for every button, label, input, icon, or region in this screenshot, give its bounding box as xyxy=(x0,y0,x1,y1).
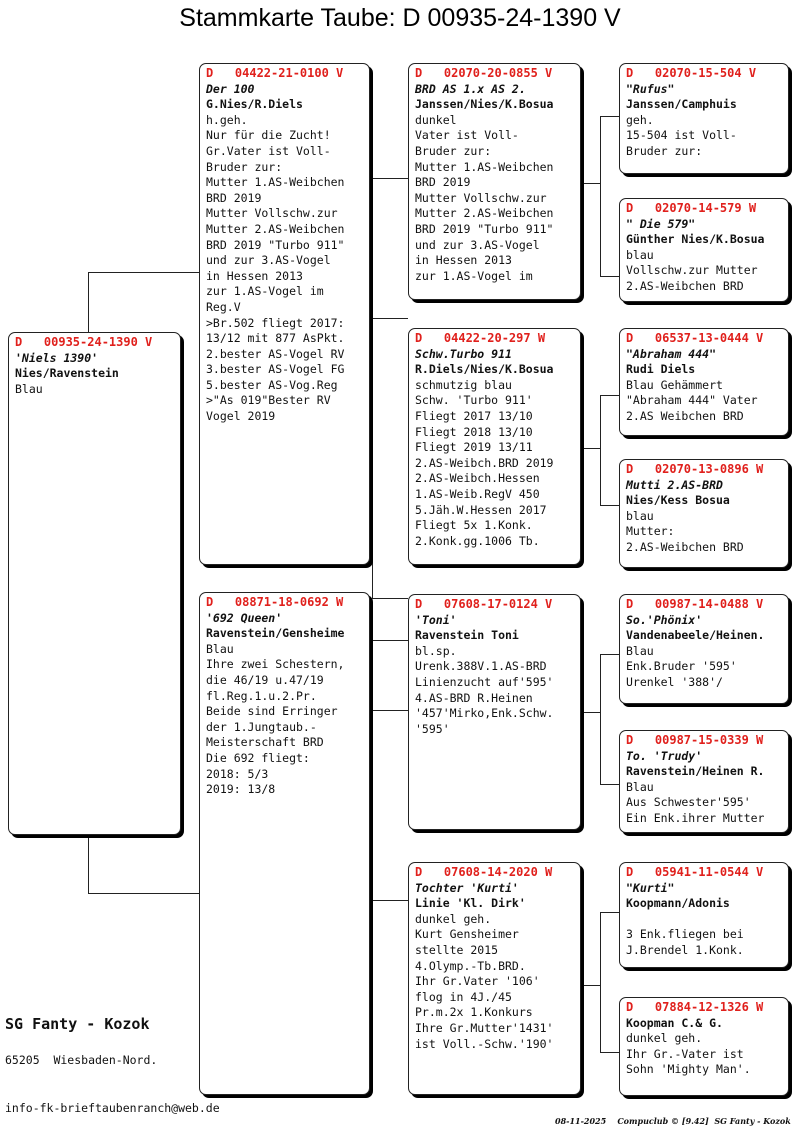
card-line: Ihr Gr.-Vater ist xyxy=(626,1046,744,1061)
ring-number: D 07608-17-0124 V xyxy=(415,597,553,611)
connector xyxy=(372,178,373,598)
card-line: fl.Reg.1.u.2.Pr. xyxy=(206,688,317,703)
breeder: Ravenstein/Gensheime xyxy=(206,626,345,641)
card-line: Nur für die Zucht! xyxy=(206,128,331,143)
connector xyxy=(88,893,200,894)
breeder: Linie 'Kl. Dirk' xyxy=(415,896,526,911)
card-line: Mutter 1.AS-Weibchen xyxy=(206,175,345,190)
card-line: Meisterschaft BRD xyxy=(206,735,324,750)
card-line: 4.Olymp.-Tb.BRD. xyxy=(415,958,526,973)
connector xyxy=(583,985,600,986)
pigeon-name: "Rufus" xyxy=(626,81,675,96)
card-line: 2.AS-Weibchen BRD xyxy=(626,539,744,554)
card-line: Fliegt 2019 13/11 xyxy=(415,440,533,455)
card-line: Mutter: xyxy=(626,524,675,539)
pigeon-card-father[interactable] xyxy=(199,63,370,565)
card-line: schmutzig blau xyxy=(415,377,512,392)
connector xyxy=(372,900,408,901)
pigeon-card-subject[interactable] xyxy=(8,332,181,835)
card-line: Blau xyxy=(626,779,654,794)
ring-number: D 07608-14-2020 W xyxy=(415,865,553,879)
card-line: 2.AS-Weibchen BRD xyxy=(626,278,744,293)
card-line: Urenkel '388'/ xyxy=(626,674,723,689)
card-line: '457'Mirko,Enk.Schw. xyxy=(415,706,554,721)
card-line: zur 1.AS-Vogel im xyxy=(415,268,533,283)
card-line: stellte 2015 xyxy=(415,942,499,957)
card-line: 15-504 ist Voll- xyxy=(626,128,737,143)
ring-number: D 00935-24-1390 V xyxy=(15,335,153,349)
card-line: Vater ist Voll- xyxy=(415,128,519,143)
card-line: 5.Jäh.W.Hessen 2017 xyxy=(415,502,547,517)
breeder: Koopmann/Adonis xyxy=(626,896,730,911)
card-line: h.geh. xyxy=(206,112,248,127)
pigeon-card-mm[interactable] xyxy=(408,862,581,1095)
card-line: Blau xyxy=(626,643,654,658)
card-line: 2.AS Weibchen BRD xyxy=(626,408,744,423)
connector xyxy=(600,116,620,117)
card-line: und zur 3.AS-Vogel xyxy=(206,253,331,268)
connector xyxy=(372,640,408,641)
ring-number: D 04422-20-297 W xyxy=(415,331,546,345)
connector xyxy=(88,272,89,334)
card-line: Mutter 2.AS-Weibchen xyxy=(415,206,554,221)
card-line: Fliegt 5x 1.Konk. xyxy=(415,518,533,533)
card-line: 2.AS-Weibch.Hessen xyxy=(415,471,540,486)
card-line: zur 1.AS-Vogel im xyxy=(206,284,324,299)
card-line: 2.bester AS-Vogel RV xyxy=(206,346,345,361)
breeder: G.Nies/R.Diels xyxy=(206,97,303,112)
card-line: Bruder zur: xyxy=(415,143,492,158)
card-line: dunkel geh. xyxy=(415,911,492,926)
card-line: 2018: 5/3 xyxy=(206,766,269,781)
connector xyxy=(600,1052,620,1053)
card-line: Ihre Gr.Mutter'1431' xyxy=(415,1020,554,1035)
ring-number: D 00987-14-0488 V xyxy=(626,597,764,611)
connector xyxy=(88,835,89,893)
pigeon-name: Der 100 xyxy=(206,81,255,96)
connector xyxy=(372,640,373,900)
card-line: blau xyxy=(626,508,654,523)
card-line: Bruder zur: xyxy=(626,143,703,158)
card-line: 2.Konk.gg.1006 Tb. xyxy=(415,533,540,548)
card-line: geh. xyxy=(626,112,654,127)
connector xyxy=(372,598,408,599)
card-line: BRD 2019 xyxy=(206,190,262,205)
card-line: 3 Enk.fliegen bei xyxy=(626,927,744,942)
card-line: BRD 2019 "Turbo 911" xyxy=(206,237,345,252)
pigeon-name: To. 'Trudy' xyxy=(626,748,703,763)
connector xyxy=(372,710,408,711)
card-line: Schw. 'Turbo 911' xyxy=(415,393,533,408)
card-line: Fliegt 2017 13/10 xyxy=(415,408,533,423)
pigeon-card-fmf[interactable] xyxy=(619,328,789,436)
card-line: Enk.Bruder '595' xyxy=(626,659,737,674)
pigeon-card-mfm[interactable] xyxy=(619,730,789,833)
pigeon-name: Tochter 'Kurti' xyxy=(415,880,519,895)
card-line: Vogel 2019 xyxy=(206,409,276,424)
ring-number: D 00987-15-0339 W xyxy=(626,733,764,747)
connector xyxy=(600,912,601,1052)
card-line: Reg.V xyxy=(206,299,241,314)
card-line: blau xyxy=(626,247,654,262)
card-line: Pr.m.2x 1.Konkurs xyxy=(415,1005,533,1020)
card-line: 1.AS-Weib.RegV 450 xyxy=(415,486,540,501)
card-line: Linienzucht auf'595' xyxy=(415,674,554,689)
card-line: Mutter Vollschw.zur xyxy=(415,190,547,205)
card-line: >"As 019"Bester RV xyxy=(206,393,331,408)
print-credit: 08-11-2025 Compuclub © [9.42] SG Fanty - Kozok xyxy=(555,1116,791,1126)
connector xyxy=(600,654,620,655)
card-line: die 46/19 u.47/19 xyxy=(206,672,324,687)
card-line: Vollschw.zur Mutter xyxy=(626,263,758,278)
pigeon-name: Schw.Turbo 911 xyxy=(415,346,512,361)
breeder: Vandenabeele/Heinen. xyxy=(626,628,765,643)
connector xyxy=(583,712,600,713)
pigeon-name: So.'Phönix' xyxy=(626,612,703,627)
card-line: der 1.Jungtaub.- xyxy=(206,719,317,734)
pigeon-card-fmm[interactable] xyxy=(619,459,789,568)
card-line: BRD 2019 xyxy=(415,175,471,190)
connector xyxy=(600,654,601,784)
card-line: "Abraham 444" Vater xyxy=(626,393,758,408)
card-line: dunkel xyxy=(415,112,457,127)
card-line: flog in 4J./45 xyxy=(415,989,512,1004)
pigeon-card-ffm[interactable] xyxy=(619,198,789,302)
pigeon-card-mff[interactable] xyxy=(619,594,789,704)
ring-number: D 02070-20-0855 V xyxy=(415,66,553,80)
card-line: Beide sind Erringer xyxy=(206,704,338,719)
card-line xyxy=(626,912,782,928)
breeder: Ravenstein/Heinen R. xyxy=(626,764,765,779)
ring-number: D 02070-15-504 V xyxy=(626,66,757,80)
card-line: dunkel geh. xyxy=(626,1031,703,1046)
card-line: 5.bester AS-Vog.Reg xyxy=(206,377,338,392)
connector xyxy=(583,448,600,449)
card-line: Blau xyxy=(15,381,43,396)
card-line: Ihre zwei Schestern, xyxy=(206,657,345,672)
connector xyxy=(600,116,601,276)
pigeon-name: 'Niels 1390' xyxy=(15,350,99,365)
connector xyxy=(372,318,408,319)
connector xyxy=(88,272,200,273)
breeder: Nies/Kess Bosua xyxy=(626,493,730,508)
card-line: Urenk.388V.1.AS-BRD xyxy=(415,659,547,674)
card-line: Ein Enk.ihrer Mutter xyxy=(626,810,765,825)
pigeon-card-mother[interactable] xyxy=(199,592,370,1095)
card-line: Ihr Gr.Vater '106' xyxy=(415,974,540,989)
connector xyxy=(600,784,620,785)
pigeon-name: "Abraham 444" xyxy=(626,346,717,361)
card-line: Aus Schwester'595' xyxy=(626,795,751,810)
ring-number: D 05941-11-0544 V xyxy=(626,865,764,879)
card-line: bl.sp. xyxy=(415,643,457,658)
pigeon-name: 'Toni' xyxy=(415,612,457,627)
breeder: Ravenstein Toni xyxy=(415,628,519,643)
card-line: Mutter 1.AS-Weibchen xyxy=(415,159,554,174)
pigeon-card-mf[interactable] xyxy=(408,594,581,830)
card-line: BRD 2019 "Turbo 911" xyxy=(415,221,554,236)
card-line: 4.AS-BRD R.Heinen xyxy=(415,690,533,705)
ring-number: D 04422-21-0100 V xyxy=(206,66,344,80)
breeder: Janssen/Nies/K.Bosua xyxy=(415,97,554,112)
card-line: Kurt Gensheimer xyxy=(415,927,519,942)
breeder: R.Diels/Nies/K.Bosua xyxy=(415,362,554,377)
pigeon-card-mmf[interactable] xyxy=(619,862,789,968)
connector xyxy=(600,505,620,506)
connector xyxy=(372,178,408,179)
card-line: 3.bester AS-Vogel FG xyxy=(206,362,345,377)
connector xyxy=(600,395,601,505)
breeder: Günther Nies/K.Bosua xyxy=(626,232,765,247)
pigeon-name: Mutti 2.AS-BRD xyxy=(626,477,723,492)
card-line: und zur 3.AS-Vogel xyxy=(415,237,540,252)
pigeon-name: BRD AS 1.x AS 2. xyxy=(415,81,526,96)
pigeon-card-fff[interactable] xyxy=(619,63,789,174)
card-line: >Br.502 fliegt 2017: xyxy=(206,315,345,330)
card-line: 2019: 13/8 xyxy=(206,782,276,797)
pigeon-name: '692 Queen' xyxy=(206,610,283,625)
card-line: Sohn 'Mighty Man'. xyxy=(626,1062,751,1077)
connector xyxy=(600,395,620,396)
connector xyxy=(600,276,620,277)
card-line: J.Brendel 1.Konk. xyxy=(626,942,744,957)
card-line: Fliegt 2018 13/10 xyxy=(415,424,533,439)
card-line: in Hessen 2013 xyxy=(206,268,303,283)
club-email[interactable]: info-fk-brieftaubenranch@web.de xyxy=(5,1101,220,1115)
pigeon-name: "Kurti" xyxy=(626,880,675,895)
card-line: ist Voll.-Schw.'190' xyxy=(415,1036,554,1051)
card-line: Bruder zur: xyxy=(206,159,283,174)
card-line: Blau Gehämmert xyxy=(626,377,723,392)
club-name: SG Fanty - Kozok xyxy=(5,1015,150,1033)
card-line: Gr.Vater ist Voll- xyxy=(206,143,331,158)
pigeon-card-fm[interactable] xyxy=(408,328,581,565)
card-line: 13/12 mit 877 AsPkt. xyxy=(206,331,345,346)
card-line: in Hessen 2013 xyxy=(415,253,512,268)
card-line: Die 692 fliegt: xyxy=(206,750,310,765)
pigeon-card-mmm[interactable] xyxy=(619,997,789,1096)
breeder: Nies/Ravenstein xyxy=(15,366,119,381)
card-line: Koopman C.& G. xyxy=(626,1015,723,1030)
ring-number: D 02070-13-0896 W xyxy=(626,462,764,476)
breeder: Rudi Diels xyxy=(626,362,696,377)
connector xyxy=(583,183,600,184)
ring-number: D 06537-13-0444 V xyxy=(626,331,764,345)
ring-number: D 02070-14-579 W xyxy=(626,201,757,215)
pigeon-card-ff[interactable] xyxy=(408,63,581,300)
page-title: Stammkarte Taube: D 00935-24-1390 V xyxy=(179,4,621,32)
card-line: 2.AS-Weibch.BRD 2019 xyxy=(415,455,554,470)
card-line: Blau xyxy=(206,641,234,656)
breeder: Janssen/Camphuis xyxy=(626,97,737,112)
card-line: '595' xyxy=(415,721,450,736)
ring-number: D 08871-18-0692 W xyxy=(206,595,344,609)
ring-number: D 07884-12-1326 W xyxy=(626,1000,764,1014)
pigeon-name: " Die 579" xyxy=(626,216,696,231)
card-line: Mutter Vollschw.zur xyxy=(206,206,338,221)
club-address: 65205 Wiesbaden-Nord. xyxy=(5,1053,158,1067)
connector xyxy=(600,912,620,913)
card-line: Mutter 2.AS-Weibchen xyxy=(206,221,345,236)
